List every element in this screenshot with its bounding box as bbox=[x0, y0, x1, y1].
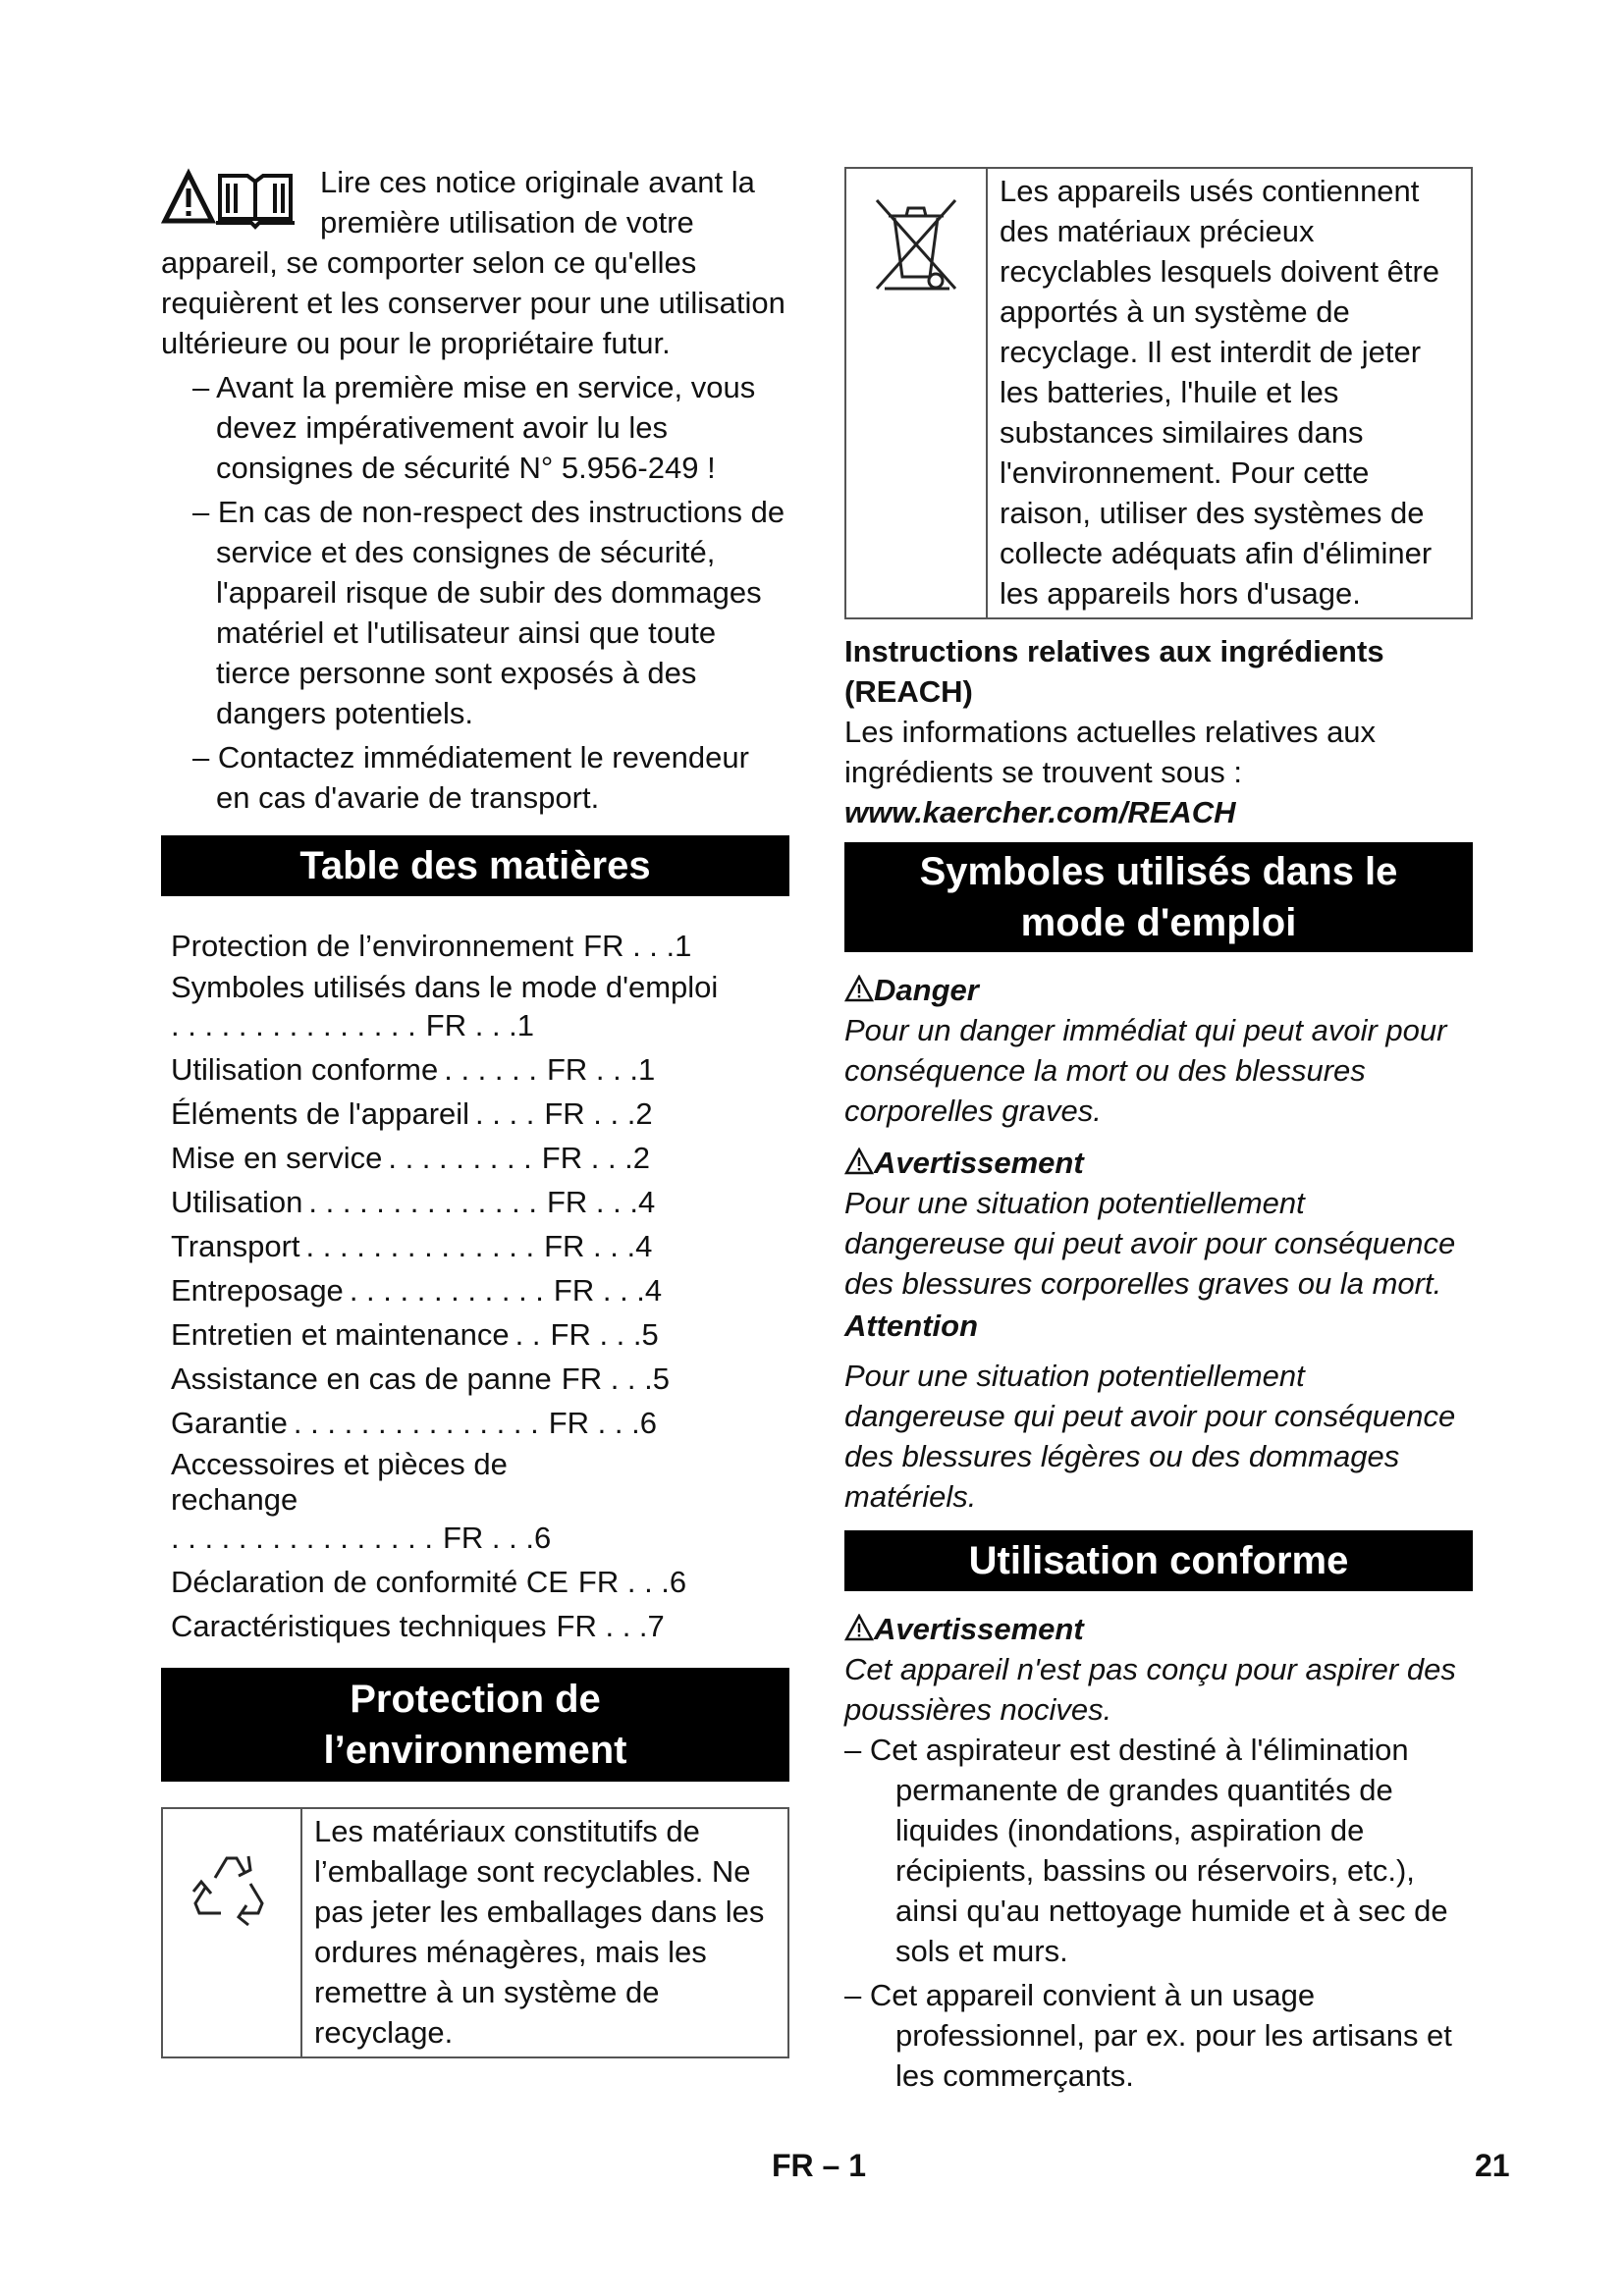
toc-entry[interactable] bbox=[171, 1049, 789, 1090]
warning-triangle-icon bbox=[844, 975, 874, 1002]
intro-bullet: – Contactez immédiatement le revendeur en cas d'avarie de transport. bbox=[192, 740, 749, 815]
toc-entry-page: FR . . .2 bbox=[541, 1141, 651, 1175]
toc-entry-page: FR . . .5 bbox=[550, 1317, 659, 1352]
toc-entry-page: FR . . .7 bbox=[556, 1609, 665, 1643]
reach-link[interactable]: www.kaercher.com/REACH bbox=[844, 795, 1236, 829]
intended-use-warning-text: Cet appareil n'est pas conçu pour aspirer des poussières nocives. bbox=[844, 1652, 1456, 1727]
toc-entry-dots: . . . . . . . . . . . . . . bbox=[305, 1229, 535, 1263]
toc-entry-page: FR . . .5 bbox=[561, 1362, 671, 1396]
toc-entry-dots: . . . . . . . . . . . . . . . bbox=[293, 1406, 539, 1440]
toc-entry-title: Transport bbox=[171, 1229, 300, 1263]
toc-entry-title: Protection de l’environnement bbox=[171, 929, 574, 963]
toc-entry-dots: . . . . . . . . . . . . . . . bbox=[171, 1008, 416, 1042]
symbol-description: Pour une situation potentiellement dangereuse qui peut avoir pour conséquence des blessures légères ou des dommages matériels. bbox=[844, 1359, 1456, 1514]
toc-entry-title: Utilisation bbox=[171, 1185, 303, 1219]
symbol-description: Pour une situation potentiellement dangereuse qui peut avoir pour conséquence des blessures corporelles graves ou la mort. bbox=[844, 1186, 1456, 1301]
disposal-table bbox=[844, 167, 1473, 619]
disposal-icon-cell bbox=[846, 169, 988, 617]
toc-entry-title: Assistance en cas de panne bbox=[171, 1362, 552, 1396]
warning-triangle-icon bbox=[844, 1614, 874, 1641]
toc-entry-page: FR . . .6 bbox=[577, 1565, 687, 1599]
toc-entry-page: FR . . .4 bbox=[553, 1273, 663, 1308]
symbol-description: Pour un danger immédiat qui peut avoir pour conséquence la mort ou des blessures corporelles graves. bbox=[844, 1013, 1447, 1128]
toc-entry-title: Symboles utilisés dans le mode d'emploi bbox=[171, 970, 719, 1004]
intro-icons bbox=[161, 162, 308, 231]
reach-text: Les informations actuelles relatives aux ingrédients se trouvent sous : bbox=[844, 715, 1377, 789]
toc-entry-dots: . . . . bbox=[475, 1096, 535, 1131]
warning-triangle-icon bbox=[844, 1148, 874, 1175]
disposal-text: Les appareils usés contiennent des matériaux précieux recyclables lesquels doivent être apportés à un système de recyclage. Il est interdit de jeter les batteries, l'huile et les substances similaires dans l'environnement. Pour cette raison, utiliser des systèmes de collecte adéquats afin d'éliminer les appareils hors d'usage. bbox=[1000, 174, 1440, 611]
intro-section bbox=[161, 162, 789, 818]
toc-entry-title: Entreposage bbox=[171, 1273, 344, 1308]
toc-entry-dots: . . . . . . bbox=[444, 1052, 537, 1087]
symbol-label-text: Avertissement bbox=[874, 1146, 1084, 1180]
toc-entry-title: Mise en service bbox=[171, 1141, 383, 1175]
toc-entry-page: FR . . .6 bbox=[548, 1406, 657, 1440]
intended-use-heading: Utilisation conforme bbox=[844, 1530, 1473, 1591]
toc-entry-dots: . . . . . . . . . bbox=[388, 1141, 532, 1175]
environment-table bbox=[161, 1807, 789, 2058]
environment-text: Les matériaux constitutifs de l’emballage sont recyclables. Ne pas jeter les emballages dans les ordures ménagères, mais les remettre à un système de recyclage. bbox=[314, 1814, 765, 2050]
toc-entry-page: FR . . .1 bbox=[425, 1008, 535, 1042]
symbol-label-text: Danger bbox=[874, 973, 979, 1007]
environment-icon-cell bbox=[163, 1809, 302, 2056]
toc-entry[interactable] bbox=[171, 1226, 789, 1266]
toc-heading: Table des matières bbox=[161, 835, 789, 896]
intro-bullet: – Avant la première mise en service, vous devez impérativement avoir lu les consignes de sécurité N° 5.956-249 ! bbox=[192, 370, 756, 485]
recycle-icon bbox=[188, 1848, 276, 1937]
toc-entry[interactable] bbox=[171, 1094, 789, 1134]
intended-use-bullet: – Cet appareil convient à un usage professionnel, par ex. pour les artisans et les commerçants. bbox=[844, 1978, 1452, 2093]
toc-entry[interactable] bbox=[171, 970, 789, 1045]
footer-page-number: 21 bbox=[1475, 2148, 1510, 2183]
toc-entry-page: FR . . .4 bbox=[546, 1185, 656, 1219]
toc-entry-dots: . . . . . . . . . . . . . . . . bbox=[171, 1521, 433, 1555]
toc-entry-page: FR . . .1 bbox=[546, 1052, 656, 1087]
intended-use-section bbox=[844, 1609, 1473, 2096]
symbol-label-attention: Attention bbox=[844, 1308, 979, 1343]
toc-entry[interactable] bbox=[171, 1138, 789, 1178]
toc-entry[interactable] bbox=[171, 926, 789, 966]
environment-heading: Protection de l’environnement bbox=[161, 1668, 789, 1782]
toc-entry-title: Accessoires et pièces de rechange bbox=[171, 1447, 508, 1517]
toc-entry[interactable] bbox=[171, 1606, 789, 1646]
toc-entry-title: Caractéristiques techniques bbox=[171, 1609, 547, 1643]
footer-section-label: FR – 1 bbox=[772, 2148, 867, 2183]
symbols-section bbox=[844, 970, 1473, 1517]
warning-label-text: Avertissement bbox=[874, 1612, 1084, 1646]
reach-heading: Instructions relatives aux ingrédients (REACH) bbox=[844, 634, 1384, 709]
table-of-contents bbox=[161, 926, 789, 1646]
toc-entry-page: FR . . .4 bbox=[544, 1229, 653, 1263]
right-column bbox=[844, 167, 1473, 2096]
toc-entry-title: Entretien et maintenance bbox=[171, 1317, 510, 1352]
toc-entry-title: Utilisation conforme bbox=[171, 1052, 439, 1087]
toc-entry-page: FR . . .2 bbox=[544, 1096, 653, 1131]
toc-entry[interactable] bbox=[171, 1359, 789, 1399]
open-book-icon bbox=[216, 176, 295, 227]
intended-use-bullet: – Cet aspirateur est destiné à l'élimination permanente de grandes quantités de liquides (inondations, aspiration de récipients, bassins ou réservoirs, etc.), ainsi qu'au nettoyage humide et à sec de sols et murs. bbox=[844, 1733, 1448, 1968]
toc-entry[interactable] bbox=[171, 1270, 789, 1310]
symbol-label-danger bbox=[844, 970, 1473, 1010]
toc-entry-dots: . . . . . . . . . . . . . . bbox=[308, 1185, 537, 1219]
toc-entry-page: FR . . .1 bbox=[583, 929, 692, 963]
symbols-heading: Symboles utilisés dans le mode d'emploi bbox=[844, 842, 1473, 952]
intro-bullet: – En cas de non-respect des instructions de service et des consignes de sécurité, l'appareil risque de subir des dommages matériel et l'utilisateur ainsi que toute tierce personne sont exposés à des dangers potentiels. bbox=[192, 495, 785, 730]
intro-paragraph: Lire ces notice originale avant la première utilisation de votre appareil, se comporter selon ce qu'elles requièrent et les conserver pour une utilisation ultérieure ou pour le propriétaire futur. bbox=[161, 165, 785, 360]
toc-entry-title: Garantie bbox=[171, 1406, 288, 1440]
warning-triangle-icon bbox=[165, 174, 212, 221]
toc-entry-title: Éléments de l'appareil bbox=[171, 1096, 470, 1131]
toc-entry-title: Déclaration de conformité CE bbox=[171, 1565, 568, 1599]
toc-entry[interactable] bbox=[171, 1403, 789, 1443]
toc-entry[interactable] bbox=[171, 1447, 789, 1558]
toc-entry[interactable] bbox=[171, 1314, 789, 1355]
toc-entry-dots: . . bbox=[514, 1317, 541, 1352]
toc-entry-page: FR . . .6 bbox=[443, 1521, 552, 1555]
left-column bbox=[161, 162, 789, 2058]
toc-entry[interactable] bbox=[171, 1562, 789, 1602]
toc-entry[interactable] bbox=[171, 1182, 789, 1222]
symbol-label-warning bbox=[844, 1143, 1473, 1183]
crossed-bin-icon bbox=[867, 190, 965, 298]
intended-use-warning-label bbox=[844, 1609, 1473, 1649]
toc-entry-dots: . . . . . . . . . . . . bbox=[349, 1273, 544, 1308]
